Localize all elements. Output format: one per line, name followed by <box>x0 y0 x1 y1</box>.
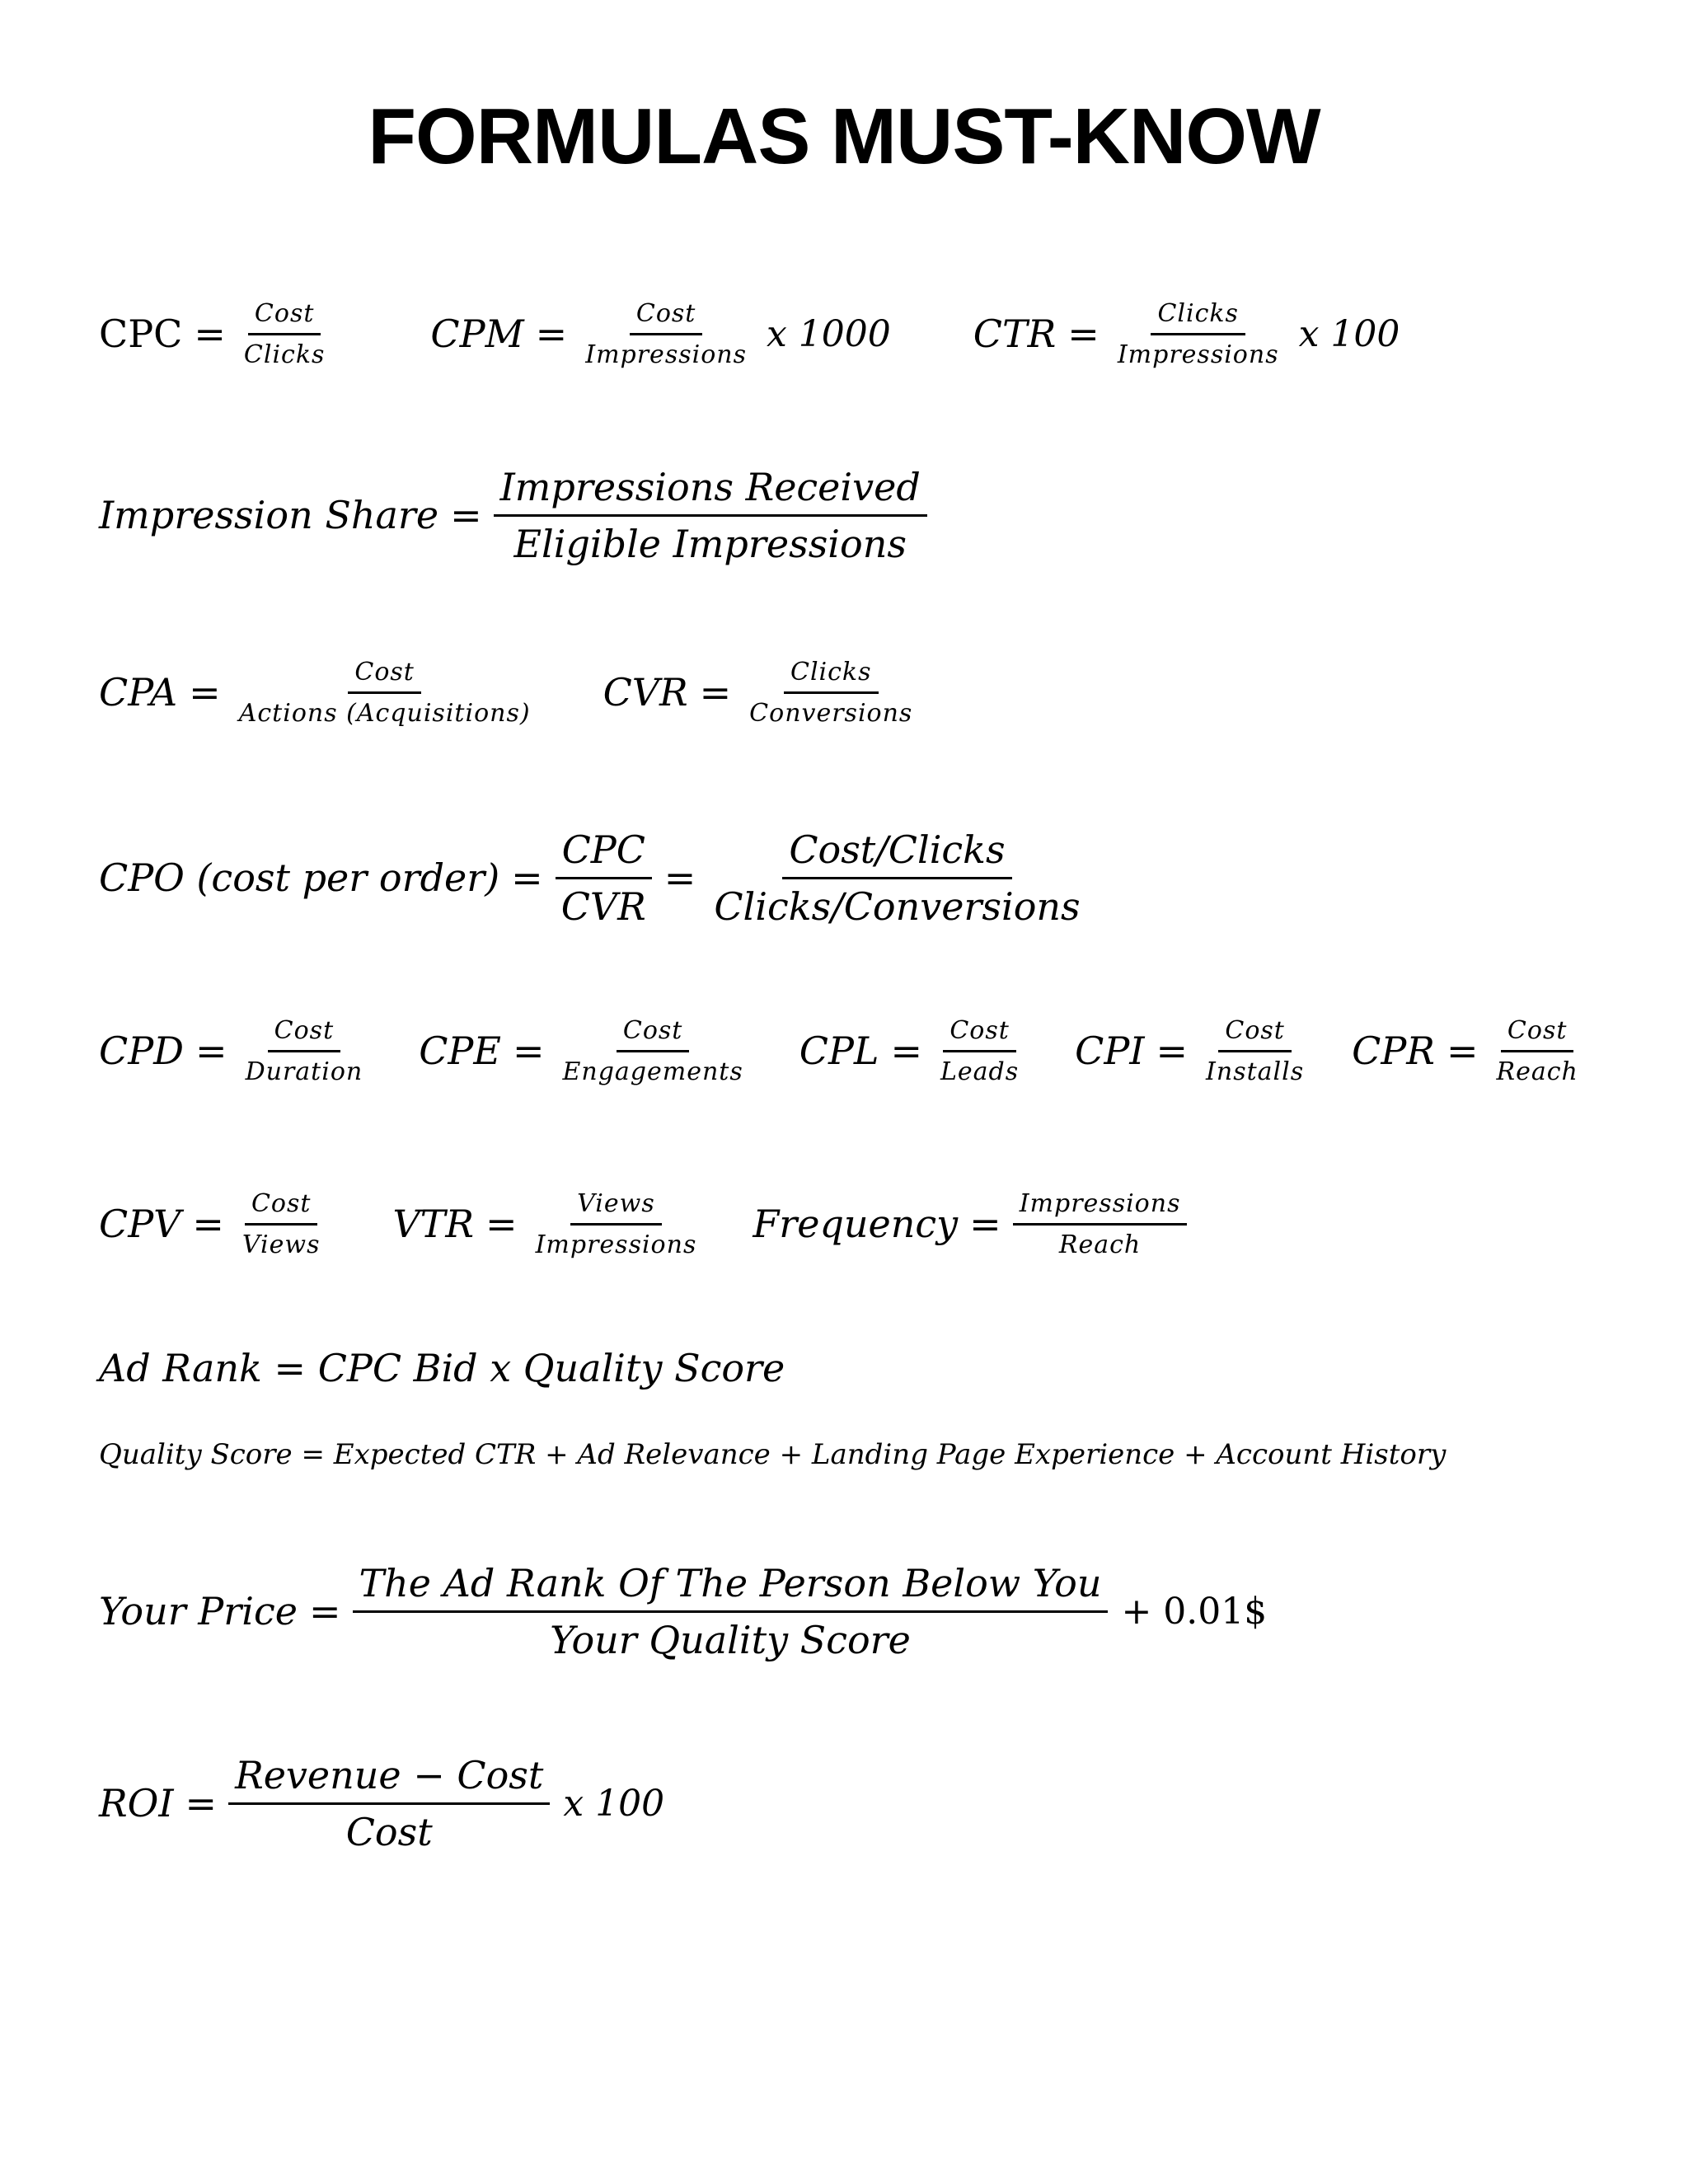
cpr-label: CPR <box>1352 1029 1435 1073</box>
cpi-label: CPI <box>1075 1029 1145 1073</box>
ctr-multiplier: x 100 <box>1298 312 1400 355</box>
roi-denominator: Cost <box>345 1809 433 1854</box>
impression-share-numerator: Impressions Received <box>494 465 927 517</box>
cpl-denominator: Leads <box>940 1057 1020 1086</box>
cpl-fraction <box>934 1016 1025 1086</box>
equals-sign: = <box>1067 312 1100 356</box>
cpd-denominator: Duration <box>245 1057 363 1086</box>
your-price-label: Your Price <box>99 1589 298 1633</box>
quality-score-formula: Quality Score = Expected CTR + Ad Relevance + Landing Page Experience + Account History <box>99 1438 1447 1471</box>
impression-share-denominator: Eligible Impressions <box>513 521 907 566</box>
cvr-fraction <box>743 658 919 728</box>
formula-row-cpd-cpe-cpl-cpi-cpr <box>99 985 1585 1117</box>
page-title: FORMULAS MUST-KNOW <box>368 92 1320 180</box>
ctr-denominator: Impressions <box>1117 340 1279 369</box>
roi-numerator: Revenue − Cost <box>228 1753 550 1805</box>
equals-sign: = <box>195 1029 227 1073</box>
cpl-numerator: Cost <box>943 1016 1015 1052</box>
cpm-fraction <box>579 299 753 369</box>
cpa-label: CPA <box>99 670 178 715</box>
equals-sign: = <box>485 1202 518 1246</box>
equals-sign: = <box>699 670 732 715</box>
cpr-denominator: Reach <box>1496 1057 1578 1086</box>
equals-sign: = <box>194 312 226 356</box>
frequency-numerator: Impressions <box>1013 1189 1188 1226</box>
equals-sign: = <box>890 1029 922 1073</box>
formula-row-cpv-vtr-frequency <box>99 1158 1187 1290</box>
formula-row-quality-score <box>99 1434 1446 1475</box>
cpr-numerator: Cost <box>1501 1016 1573 1052</box>
formula-row-cpc-cpm-ctr <box>99 268 1400 400</box>
your-price-addend: + 0.01$ <box>1121 1590 1268 1633</box>
roi-multiplier: x 100 <box>563 1782 665 1825</box>
equals-sign: = <box>511 855 543 900</box>
roi-label: ROI <box>99 1781 174 1825</box>
formula-row-roi <box>99 1737 664 1869</box>
cpe-denominator: Engagements <box>562 1057 743 1086</box>
cpo-denominator-2: Clicks/Conversions <box>714 883 1081 929</box>
cvr-numerator: Clicks <box>784 658 879 694</box>
vtr-numerator: Views <box>570 1189 662 1226</box>
equals-sign: = <box>189 670 221 715</box>
cpo-numerator-1: CPC <box>556 827 652 879</box>
formula-row-cpa-cvr <box>99 626 919 758</box>
cpc-denominator: Clicks <box>243 340 326 369</box>
impression-share-label: Impression Share <box>99 493 439 537</box>
cpi-denominator: Installs <box>1206 1057 1305 1086</box>
cpc-fraction <box>237 299 332 369</box>
cpo-fraction-1 <box>555 827 653 929</box>
formula-row-your-price <box>99 1545 1267 1677</box>
cvr-label: CVR <box>603 670 688 715</box>
equals-sign: = <box>308 1589 341 1633</box>
vtr-fraction <box>529 1189 704 1259</box>
cpa-numerator: Cost <box>348 658 420 694</box>
cpc-numerator: Cost <box>248 299 321 335</box>
cpd-label: CPD <box>99 1029 185 1073</box>
cpm-label: CPM <box>430 312 524 356</box>
cvr-denominator: Conversions <box>749 698 913 728</box>
equals-sign: = <box>512 1029 545 1073</box>
cpo-label: CPO (cost per order) <box>99 855 500 900</box>
cpc-label: CPC <box>99 312 183 356</box>
your-price-denominator: Your Quality Score <box>550 1617 911 1662</box>
impression-share-fraction <box>494 465 927 566</box>
equals-sign: = <box>969 1202 1001 1246</box>
cpr-fraction <box>1489 1016 1584 1086</box>
frequency-fraction <box>1013 1189 1188 1259</box>
cpd-numerator: Cost <box>268 1016 340 1052</box>
cpo-denominator-1: CVR <box>560 883 646 929</box>
ctr-label: CTR <box>973 312 1057 356</box>
cpo-numerator-2: Cost/Clicks <box>782 827 1011 879</box>
cpe-fraction <box>556 1016 750 1086</box>
equals-sign: = <box>535 312 568 356</box>
formula-row-impression-share <box>99 449 927 581</box>
your-price-numerator: The Ad Rank Of The Person Below You <box>353 1561 1109 1613</box>
frequency-label: Frequency <box>753 1202 959 1246</box>
frequency-denominator: Reach <box>1058 1230 1142 1259</box>
cpv-numerator: Cost <box>245 1189 317 1226</box>
ctr-fraction <box>1111 299 1286 369</box>
cpm-denominator: Impressions <box>585 340 747 369</box>
equals-sign: = <box>1156 1029 1189 1073</box>
cpl-label: CPL <box>799 1029 879 1073</box>
cpa-fraction <box>232 658 537 728</box>
cpm-multiplier: x 1000 <box>766 312 891 355</box>
cpv-denominator: Views <box>241 1230 321 1259</box>
formula-row-cpo <box>99 812 1087 944</box>
vtr-label: VTR <box>392 1202 475 1246</box>
ad-rank-formula: Ad Rank = CPC Bid x Quality Score <box>99 1346 785 1390</box>
equals-sign: = <box>192 1202 224 1246</box>
equals-sign: = <box>450 493 482 537</box>
cpi-fraction <box>1199 1016 1311 1086</box>
cpm-numerator: Cost <box>630 299 702 335</box>
cpi-numerator: Cost <box>1218 1016 1291 1052</box>
equals-sign: = <box>185 1781 218 1825</box>
equals-sign: = <box>663 855 696 900</box>
cpe-label: CPE <box>419 1029 501 1073</box>
cpe-numerator: Cost <box>617 1016 689 1052</box>
equals-sign: = <box>1446 1029 1479 1073</box>
vtr-denominator: Impressions <box>535 1230 697 1259</box>
your-price-fraction <box>353 1561 1109 1662</box>
cpv-label: CPV <box>99 1202 181 1246</box>
formula-row-ad-rank <box>99 1327 785 1409</box>
ctr-numerator: Clicks <box>1151 299 1245 335</box>
cpv-fraction <box>236 1189 327 1259</box>
cpd-fraction <box>239 1016 370 1086</box>
roi-fraction <box>228 1753 550 1854</box>
cpo-fraction-2 <box>707 827 1086 929</box>
cpa-denominator: Actions (Acquisitions) <box>238 698 531 728</box>
